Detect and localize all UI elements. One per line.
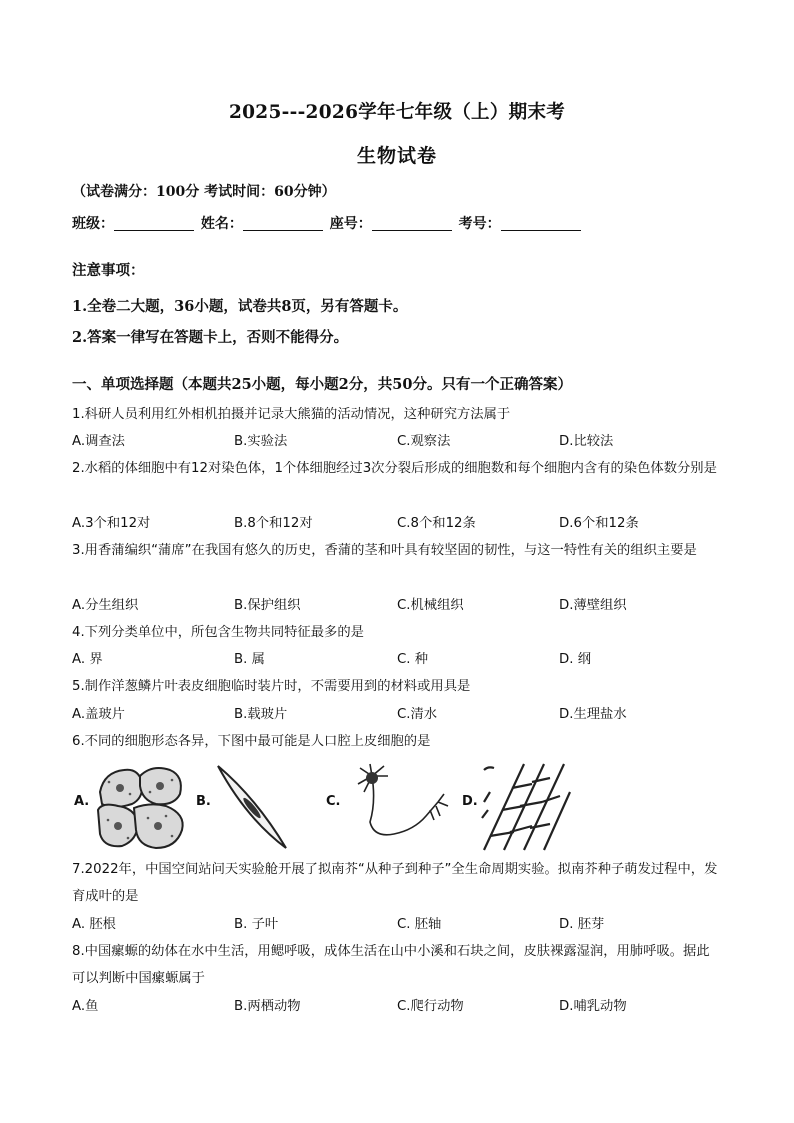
option-d[interactable]: D.6个和12条: [559, 516, 639, 531]
option-b[interactable]: B.两栖动物: [234, 999, 301, 1014]
figure-label-d: D.: [462, 794, 478, 809]
exam-subtitle: 生物试卷: [356, 145, 437, 167]
option-b[interactable]: B. 属: [234, 652, 265, 667]
question-options: [72, 428, 722, 455]
cheek-cell-figure[interactable]: [94, 762, 192, 852]
option-a[interactable]: A.调查法: [72, 434, 125, 449]
question-stem: 3.用香蒲编织“蒲席”在我国有悠久的历史，香蒲的茎和叶具有较坚固的韧性，与这一特性有关的组织主要是: [72, 543, 697, 558]
option-a[interactable]: A.盖玻片: [72, 707, 125, 722]
neuron-cell-figure[interactable]: [340, 762, 450, 852]
option-b[interactable]: B.载玻片: [234, 707, 288, 722]
figure-label-a: A.: [74, 794, 90, 809]
question-options: [72, 592, 722, 619]
option-c[interactable]: C.观察法: [397, 434, 451, 449]
class-label: 班级：: [72, 216, 114, 232]
question-stem: 5.制作洋葱鳞片叶表皮细胞临时装片时，不需要用到的材料或用具是: [72, 679, 471, 694]
name-blank[interactable]: [243, 216, 323, 231]
exam-number-blank[interactable]: [501, 216, 581, 231]
question-options: [72, 510, 722, 537]
seat-label: 座号：: [329, 216, 372, 232]
option-d[interactable]: D. 胚芽: [559, 917, 605, 932]
question-stem: 1.科研人员利用红外相机拍摄并记录大熊猫的活动情况，这种研究方法属于: [72, 407, 511, 422]
question-options: [72, 646, 722, 673]
question-stem: 2.水稻的体细胞中有12对染色体，1个体细胞经过3次分裂后形成的细胞数和每个细胞内含有的染色体数分别是: [72, 461, 717, 476]
figure-label-c: C.: [326, 794, 341, 809]
option-c[interactable]: C. 种: [397, 652, 429, 667]
option-a[interactable]: A.分生组织: [72, 598, 139, 613]
question-options: [72, 911, 722, 938]
option-d[interactable]: D.比较法: [559, 434, 614, 449]
exam-number-label: 考号：: [458, 216, 501, 232]
class-blank[interactable]: [114, 216, 194, 231]
figure-label-b: B.: [196, 794, 211, 809]
note-item: 1.全卷二大题，36小题，试卷共8页，另有答题卡。: [72, 298, 408, 315]
question-options: [72, 701, 722, 728]
option-d[interactable]: D.哺乳动物: [559, 999, 627, 1014]
exam-info: （试卷满分：100分 考试时间：60分钟）: [72, 184, 336, 200]
cell-figures: [72, 762, 572, 852]
option-a[interactable]: A.3个和12对: [72, 516, 151, 531]
notes-heading: 注意事项：: [72, 262, 145, 279]
section-heading: 一、单项选择题（本题共25小题，每小题2分，共50分。只有一个正确答案）: [72, 376, 572, 393]
option-b[interactable]: B. 子叶: [234, 917, 279, 932]
exam-title: 2025---2026学年七年级（上）期末考: [228, 102, 566, 123]
option-b[interactable]: B.实验法: [234, 434, 288, 449]
note-item: 2.答案一律写在答题卡上，否则不能得分。: [72, 329, 349, 346]
option-c[interactable]: C. 胚轴: [397, 917, 442, 932]
spindle-cell-figure[interactable]: [212, 762, 292, 852]
option-a[interactable]: A.鱼: [72, 999, 99, 1014]
option-c[interactable]: C.8个和12条: [397, 516, 476, 531]
option-d[interactable]: D. 纲: [559, 652, 591, 667]
plant-cell-figure[interactable]: [480, 762, 572, 852]
option-b[interactable]: B.8个和12对: [234, 516, 313, 531]
name-label: 姓名：: [200, 216, 243, 232]
option-c[interactable]: C.机械组织: [397, 598, 464, 613]
option-c[interactable]: C.爬行动物: [397, 999, 464, 1014]
seat-blank[interactable]: [372, 216, 452, 231]
option-d[interactable]: D.生理盐水: [559, 707, 627, 722]
option-b[interactable]: B.保护组织: [234, 598, 301, 613]
student-info-row: [72, 213, 583, 233]
option-a[interactable]: A. 界: [72, 652, 103, 667]
option-a[interactable]: A. 胚根: [72, 917, 116, 932]
question-stem: 8.中国瘰螈的幼体在水中生活，用鳃呼吸，成体生活在山中小溪和石块之间，皮肤裸露湿润，用肺呼吸。据此可以判断中国瘰螈属于: [72, 944, 710, 986]
question-stem: 6.不同的细胞形态各异，下图中最可能是人口腔上皮细胞的是: [72, 734, 431, 749]
question-options: [72, 993, 722, 1020]
question-stem: 4.下列分类单位中，所包含生物共同特征最多的是: [72, 625, 364, 640]
option-d[interactable]: D.薄壁组织: [559, 598, 627, 613]
question-stem: 7.2022年，中国空间站问天实验舱开展了拟南芥“从种子到种子”全生命周期实验。拟南芥种子萌发过程中，发育成叶的是: [72, 862, 718, 904]
option-c[interactable]: C.清水: [397, 707, 438, 722]
